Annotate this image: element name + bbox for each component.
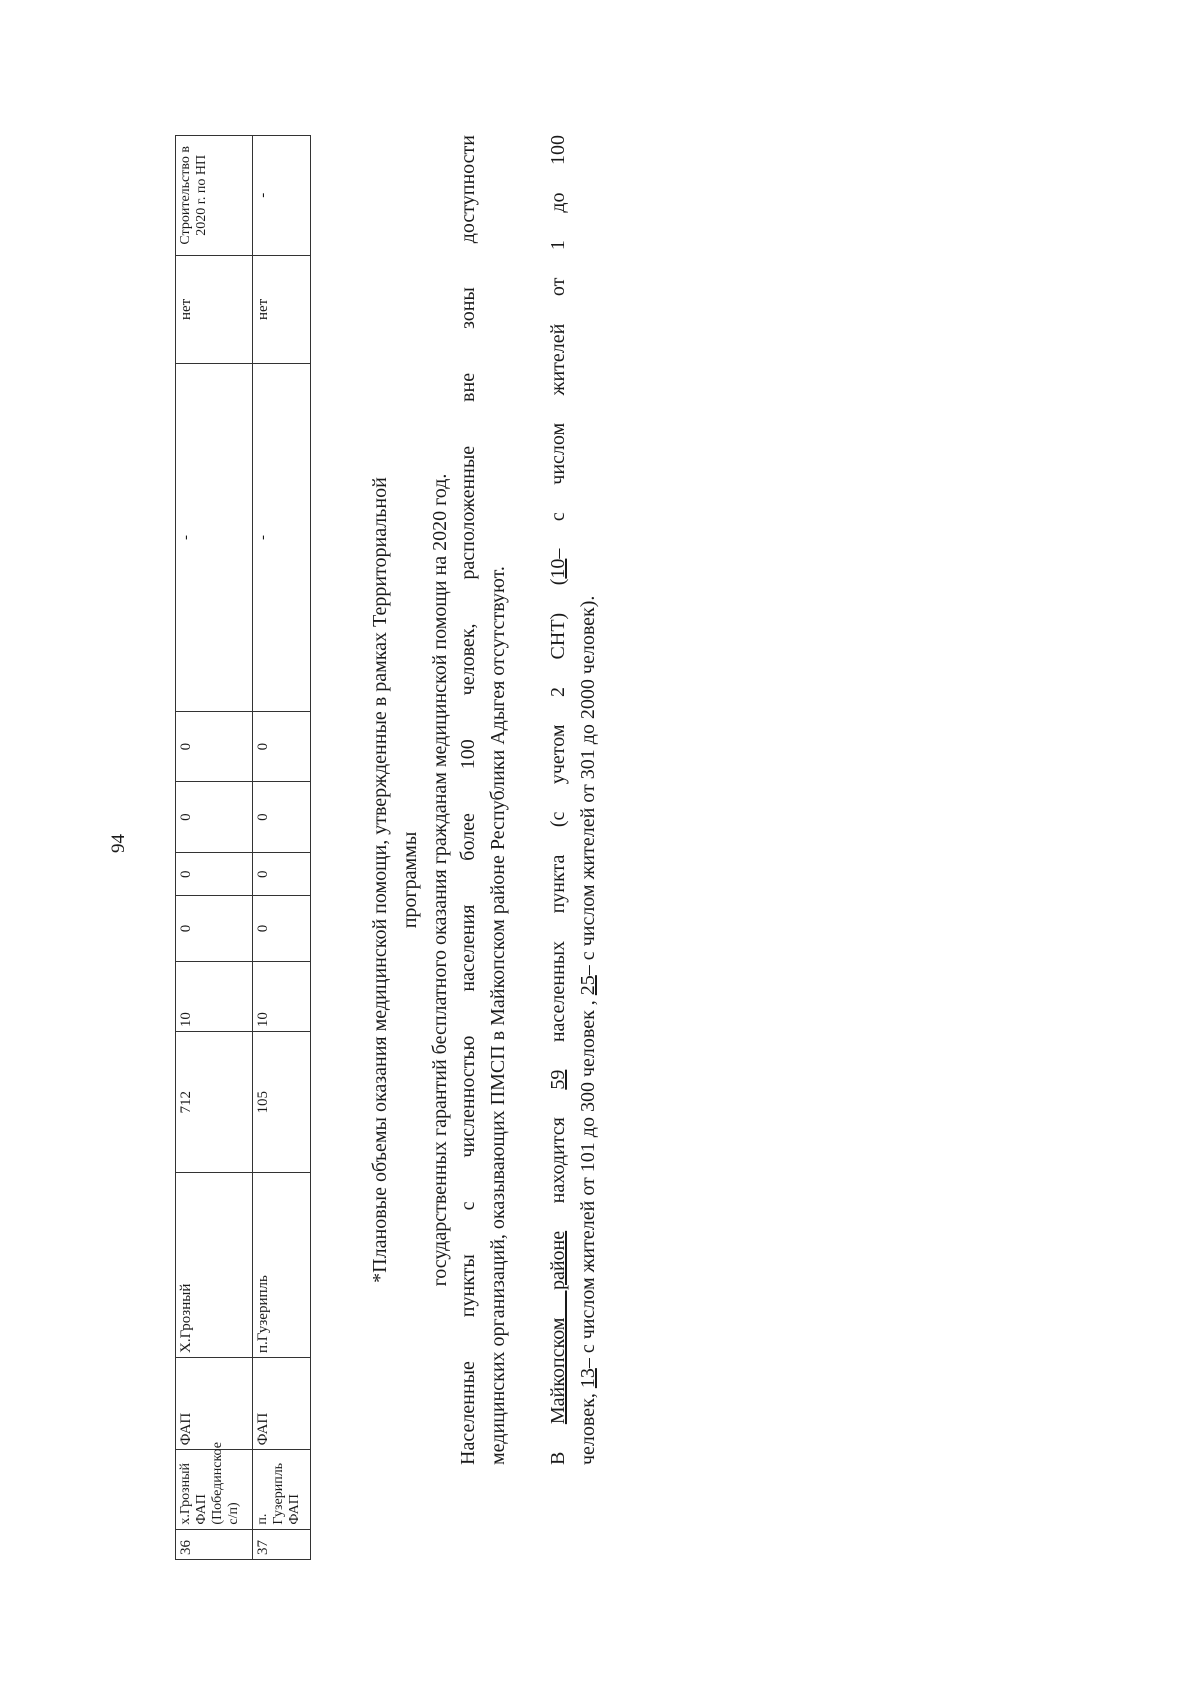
text-fragment: В [547, 1424, 569, 1465]
paragraph-settlements [543, 135, 603, 1465]
cell-value: - [253, 364, 311, 712]
paragraph-line [577, 596, 599, 1465]
text-fragment: населенных пункта (с учетом 2 СНТ) ( [547, 578, 569, 1070]
population: 105 [253, 1032, 311, 1173]
table-row [253, 136, 311, 1560]
row-number: 36 [176, 1529, 253, 1559]
facility-type: ФАП [176, 1358, 253, 1450]
text-fragment: человек, [577, 1388, 599, 1465]
cell-value: 10 [176, 961, 253, 1032]
cell-value: Строительство в 2020 г. по НП [176, 136, 253, 256]
cell-value: 0 [253, 782, 311, 853]
facility-name: п. Гузерипль ФАП [253, 1450, 311, 1529]
district-name: Майкопском районе [547, 1230, 569, 1425]
cell-value: 0 [253, 852, 311, 895]
paragraph-access-zones [453, 135, 513, 1465]
count-medium: 13 [577, 1368, 599, 1389]
settlement-name: п.Гузерипль [253, 1173, 311, 1358]
paragraph-line: Населенные пункты с численностью населения более 100 человек, расположенные вне зоны доступности [457, 135, 479, 1465]
text-fragment: – с числом жителей от 101 до 300 человек , [577, 995, 599, 1369]
cell-value: нет [176, 255, 253, 364]
population: 712 [176, 1032, 253, 1173]
footnote [365, 430, 455, 1330]
table-row [176, 136, 253, 1560]
cell-value: 0 [176, 896, 253, 961]
cell-value: - [176, 364, 253, 712]
settlement-name: Х.Грозный [176, 1173, 253, 1358]
row-number: 37 [253, 1529, 311, 1559]
rotated-content [175, 60, 675, 1560]
cell-value: 0 [176, 852, 253, 895]
count-small: 10 [547, 558, 569, 579]
text-fragment: находится [547, 1089, 569, 1231]
footnote-line-1: *Плановые объемы оказания медицинской помощи, утвержденные в рамках Территориальной программы [369, 477, 421, 1283]
cell-value: 10 [253, 961, 311, 1032]
footnote-line-2: государственных гарантий бесплатного оказания гражданам медицинской помощи на 2020 год. [429, 473, 451, 1287]
text-fragment: – с числом жителей от 1 до 100 [547, 134, 569, 559]
settlement-count: 59 [547, 1069, 569, 1090]
facility-type: ФАП [253, 1358, 311, 1450]
cell-value: - [253, 136, 311, 256]
cell-value: 0 [176, 782, 253, 853]
paragraph-line: медицинских организаций, оказывающих ПМСП в Майкопском районе Республики Адыгея отсутствуют. [487, 566, 509, 1465]
cell-value: 0 [176, 711, 253, 782]
facilities-table [175, 135, 311, 1560]
cell-value: нет [253, 255, 311, 364]
page-number: 94 [108, 834, 129, 853]
cell-value: 0 [253, 711, 311, 782]
cell-value: 0 [253, 896, 311, 961]
paragraph-line [543, 135, 573, 1465]
count-large: 25 [577, 975, 599, 996]
text-fragment: – с числом жителей от 301 до 2000 человек). [577, 595, 599, 976]
facility-name: х.Грозный ФАП (Побединское с/п) [176, 1450, 253, 1529]
